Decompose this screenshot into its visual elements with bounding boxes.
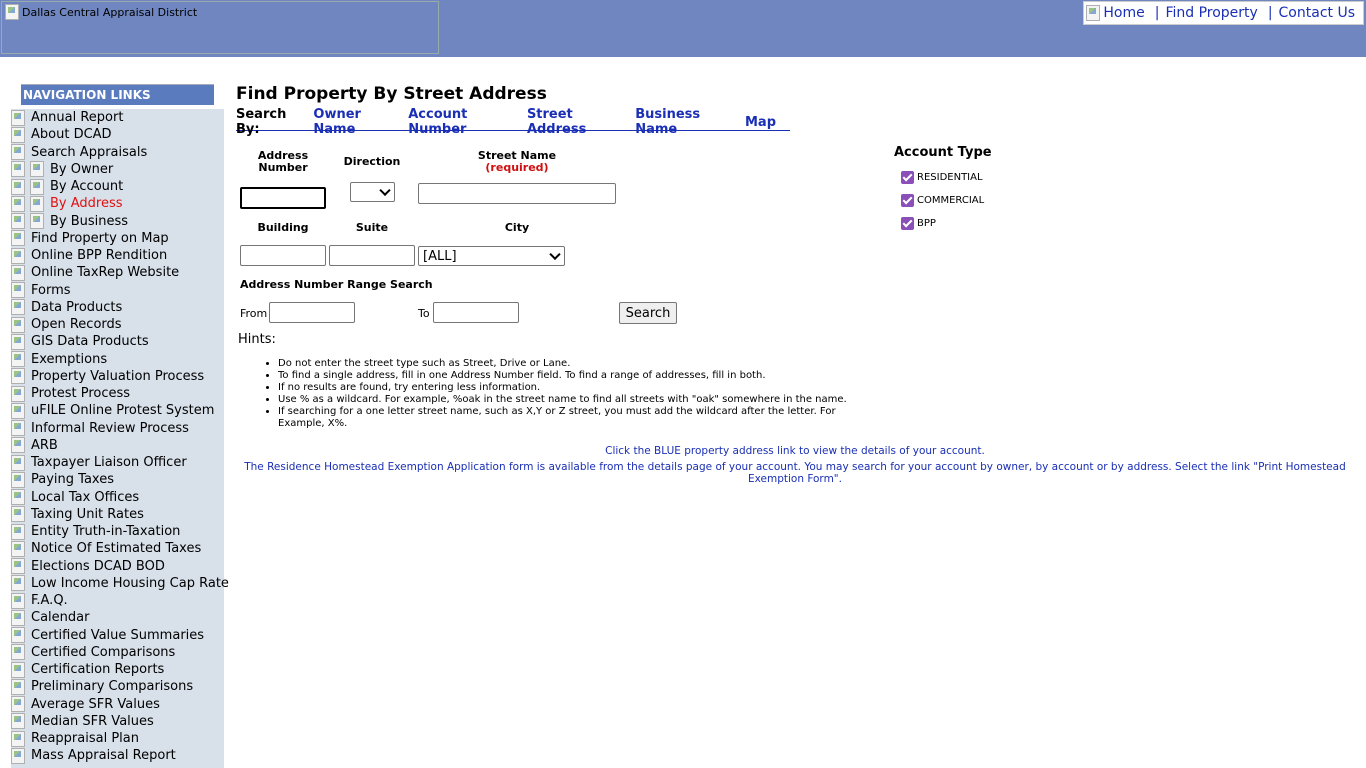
bullet-image-icon [11, 472, 25, 488]
bullet-image-icon [11, 455, 25, 471]
bullet-image-icon [11, 627, 25, 643]
bullet-image-icon [11, 386, 25, 402]
sidebar-item[interactable] [11, 627, 224, 644]
sidebar-item[interactable] [11, 195, 224, 212]
sidebar-item[interactable] [11, 454, 224, 471]
bullet-image-icon [11, 696, 25, 712]
sidebar-item[interactable] [11, 696, 224, 713]
address-number-label [243, 150, 323, 174]
sidebar-item-label: By Business [50, 213, 129, 229]
home-link[interactable]: Home [1103, 5, 1145, 21]
bullet-image-icon [11, 265, 25, 281]
bullet-image-icon [11, 282, 25, 298]
sidebar-item-label: By Address [50, 196, 123, 212]
range-to-input[interactable] [433, 302, 519, 323]
bullet-image-icon [11, 679, 25, 695]
top-links [1083, 1, 1364, 25]
sidebar-item[interactable] [11, 161, 224, 178]
bullet-image-icon [11, 248, 25, 264]
street-name-label [420, 150, 614, 174]
bullet-image-icon [11, 748, 25, 764]
sidebar-item[interactable] [11, 644, 224, 661]
range-from-input[interactable] [269, 302, 355, 323]
sidebar-item[interactable] [11, 678, 224, 695]
residential-checkbox[interactable] [901, 171, 914, 184]
sidebar-item-label: By Account [50, 179, 124, 195]
direction-label: Direction [343, 155, 401, 168]
sidebar-item[interactable] [11, 351, 224, 368]
bullet-image-icon [11, 351, 25, 367]
sidebar-item[interactable] [11, 333, 224, 350]
address-number-label-line2: Number [258, 161, 308, 174]
account-type-title: Account Type [894, 145, 992, 160]
broken-image-icon [5, 4, 19, 20]
sidebar-item[interactable] [11, 489, 224, 506]
bullet-image-icon [11, 437, 25, 453]
city-label: City [504, 221, 530, 234]
home-image-icon [1086, 5, 1100, 21]
range-search-heading: Address Number Range Search [240, 278, 433, 291]
search-by-owner-link[interactable]: Owner Name [313, 107, 361, 137]
sidebar-item-label: Calendar [31, 610, 90, 626]
logo-alt-label: Dallas Central Appraisal District [22, 5, 198, 19]
bullet-image-icon [11, 541, 25, 557]
sidebar-item[interactable] [11, 368, 224, 385]
sidebar-item[interactable] [11, 385, 224, 402]
hint-item: • Do not enter the street type such as Street, Drive or Lane. [278, 358, 878, 370]
street-name-input[interactable] [418, 183, 616, 204]
commercial-checkbox[interactable] [901, 194, 914, 207]
sidebar-item-label: uFILE Online Protest System [31, 403, 215, 419]
nav-list [11, 109, 229, 765]
search-by-bar [236, 107, 790, 137]
sidebar-item[interactable] [11, 558, 224, 575]
sidebar-item[interactable] [11, 126, 224, 143]
building-label: Building [257, 221, 309, 234]
info-homestead-note: The Residence Homestead Exemption Application form is available from the details page of your account. You may search for your account by owner, by account or by address. Select the link "Print Homestead Exemption Form". [244, 461, 1346, 485]
sidebar-item-label: Exemptions [31, 351, 108, 367]
sidebar-item-label: Annual Report [31, 110, 124, 126]
address-number-input[interactable] [240, 187, 326, 209]
sidebar-item-label: Search Appraisals [31, 144, 148, 160]
bullet-image-icon [11, 334, 25, 350]
sidebar-item-label: Taxpayer Liaison Officer [31, 455, 187, 471]
header-banner [0, 0, 1366, 57]
sidebar-item-label: Find Property on Map [31, 230, 169, 246]
street-name-label-text: Street Name [477, 149, 557, 162]
residential-label: RESIDENTIAL [917, 172, 983, 183]
bullet-image-icon [11, 575, 25, 591]
sub-bullet-image-icon [30, 213, 44, 229]
sidebar-item-label: Median SFR Values [31, 713, 154, 729]
sidebar-item-label: Informal Review Process [31, 420, 189, 436]
search-by-address-link[interactable]: Street Address [526, 107, 587, 137]
sidebar-item[interactable] [11, 471, 224, 488]
sidebar-item[interactable] [11, 282, 224, 299]
bullet-image-icon [11, 662, 25, 678]
bullet-image-icon [11, 230, 25, 246]
sidebar-item-label: Mass Appraisal Report [31, 748, 176, 764]
bullet-image-icon [11, 368, 25, 384]
hint-item: • Use % as a wildcard. For example, %oak in the street name to find all streets with "oak" somewhere in the name. [278, 394, 878, 406]
search-by-account-link[interactable]: Account Number [408, 107, 468, 137]
sidebar-item-label: ARB [31, 437, 58, 453]
sidebar-item[interactable] [11, 264, 224, 281]
sidebar-item-label: Notice Of Estimated Taxes [31, 541, 202, 557]
sidebar-item[interactable] [11, 609, 224, 626]
building-input[interactable] [240, 245, 326, 266]
hints-list [260, 358, 878, 430]
bullet-image-icon [11, 524, 25, 540]
sidebar-item-label: Certified Comparisons [31, 644, 176, 660]
sidebar-item[interactable] [11, 178, 224, 195]
sub-bullet-image-icon [30, 161, 44, 177]
bullet-image-icon [11, 644, 25, 660]
sidebar-item[interactable] [11, 661, 224, 678]
bullet-image-icon [11, 317, 25, 333]
sub-bullet-image-icon [30, 196, 44, 212]
sidebar-item[interactable] [11, 247, 224, 264]
bullet-image-icon [11, 403, 25, 419]
sidebar-item-label: Entity Truth-in-Taxation [31, 524, 181, 540]
sidebar-item-label: About DCAD [31, 127, 112, 143]
sidebar-item-label: By Owner [50, 161, 114, 177]
bullet-image-icon [11, 127, 25, 143]
suite-input[interactable] [329, 245, 415, 266]
sidebar-item-label: Certified Value Summaries [31, 627, 205, 643]
sidebar-item-label: Taxing Unit Rates [31, 506, 144, 522]
dcad-logo[interactable] [1, 1, 439, 54]
sidebar-item[interactable] [11, 109, 224, 126]
sidebar-item[interactable] [11, 540, 224, 557]
sidebar-item[interactable] [11, 523, 224, 540]
bullet-image-icon [11, 144, 25, 160]
search-by-map-link[interactable]: Map [744, 114, 776, 130]
commercial-label: COMMERCIAL [917, 195, 985, 206]
sidebar-item-label: Reappraisal Plan [31, 731, 139, 747]
sidebar-item[interactable] [11, 420, 224, 437]
chevron-down-icon [549, 249, 560, 260]
sidebar-item[interactable] [11, 575, 229, 592]
sidebar-item[interactable] [11, 730, 224, 747]
link-separator: | [1267, 5, 1273, 21]
nav-heading: NAVIGATION LINKS [21, 84, 214, 105]
bullet-image-icon [11, 420, 25, 436]
bullet-image-icon [11, 489, 25, 505]
contact-us-link[interactable]: Contact Us [1278, 5, 1355, 21]
search-by-label: Search By: [236, 107, 287, 137]
find-property-link[interactable]: Find Property [1165, 5, 1258, 21]
sidebar-item[interactable] [11, 592, 224, 609]
link-separator: | [1154, 5, 1160, 21]
required-note: (required) [485, 161, 549, 174]
sidebar-item-label: Paying Taxes [31, 472, 114, 488]
sidebar-item-label: GIS Data Products [31, 334, 149, 350]
hint-item: • If searching for a one letter street name, such as X,Y or Z street, you must add the wildcard after the letter. For Example, X%. [278, 406, 878, 430]
bullet-image-icon [11, 299, 25, 315]
sidebar-item-label: Certification Reports [31, 662, 165, 678]
sidebar-item-label: Low Income Housing Cap Rate [31, 575, 229, 591]
sidebar-item-label: Forms [31, 282, 71, 298]
bullet-image-icon [11, 593, 25, 609]
bullet-image-icon [11, 731, 25, 747]
sidebar-item-label: Online TaxRep Website [31, 265, 180, 281]
suite-label: Suite [355, 221, 389, 234]
from-label: From [240, 307, 268, 320]
sidebar-item-label: Protest Process [31, 386, 131, 402]
bullet-image-icon [11, 558, 25, 574]
sidebar-item-label: Property Valuation Process [31, 368, 205, 384]
sidebar-item[interactable] [11, 506, 224, 523]
bullet-image-icon [11, 506, 25, 522]
city-selected-value: [ALL] [423, 248, 457, 264]
chevron-down-icon [379, 185, 390, 196]
page-title: Find Property By Street Address [236, 84, 547, 104]
sidebar-item[interactable] [11, 713, 224, 730]
sidebar-item-label: F.A.Q. [31, 593, 68, 609]
search-button[interactable]: Search [619, 302, 677, 324]
bullet-image-icon [11, 179, 25, 195]
sidebar-item[interactable] [11, 299, 224, 316]
logo-alt-text [5, 4, 197, 20]
bullet-image-icon [11, 213, 25, 229]
info-blue-link-note: Click the BLUE property address link to view the details of your account. [605, 445, 985, 457]
city-select[interactable] [418, 246, 565, 266]
sidebar-item-label: Online BPP Rendition [31, 248, 168, 264]
hints-heading: Hints: [238, 332, 276, 347]
bullet-image-icon [11, 610, 25, 626]
address-number-label-line1: Address [257, 149, 309, 162]
bullet-image-icon [11, 161, 25, 177]
to-label: To [418, 307, 430, 320]
sidebar-item[interactable] [11, 747, 224, 764]
commercial-option[interactable] [901, 194, 984, 207]
sub-bullet-image-icon [30, 179, 44, 195]
residential-option[interactable] [901, 171, 983, 184]
sidebar-item[interactable] [11, 437, 224, 454]
sidebar-item[interactable] [11, 213, 224, 230]
bullet-image-icon [11, 713, 25, 729]
sidebar-item[interactable] [11, 144, 224, 161]
bpp-option[interactable] [901, 217, 936, 230]
hint-item: • If no results are found, try entering less information. [278, 382, 878, 394]
bpp-checkbox[interactable] [901, 217, 914, 230]
sidebar-item[interactable] [11, 230, 224, 247]
bullet-image-icon [11, 196, 25, 212]
bullet-image-icon [11, 110, 25, 126]
direction-select[interactable] [350, 182, 395, 202]
hint-item: • To find a single address, fill in one Address Number field. To find a range of addresses, fill in both. [278, 370, 878, 382]
sidebar-item[interactable] [11, 402, 224, 419]
sidebar-item-label: Data Products [31, 299, 123, 315]
sidebar-item-label: Local Tax Offices [31, 489, 140, 505]
sidebar-item[interactable] [11, 316, 224, 333]
sidebar-item-label: Elections DCAD BOD [31, 558, 165, 574]
sidebar-item-label: Open Records [31, 317, 122, 333]
search-by-business-link[interactable]: Business Name [635, 107, 701, 137]
bpp-label: BPP [917, 218, 936, 229]
sidebar-item-label: Average SFR Values [31, 696, 160, 712]
sidebar-item-label: Preliminary Comparisons [31, 679, 194, 695]
